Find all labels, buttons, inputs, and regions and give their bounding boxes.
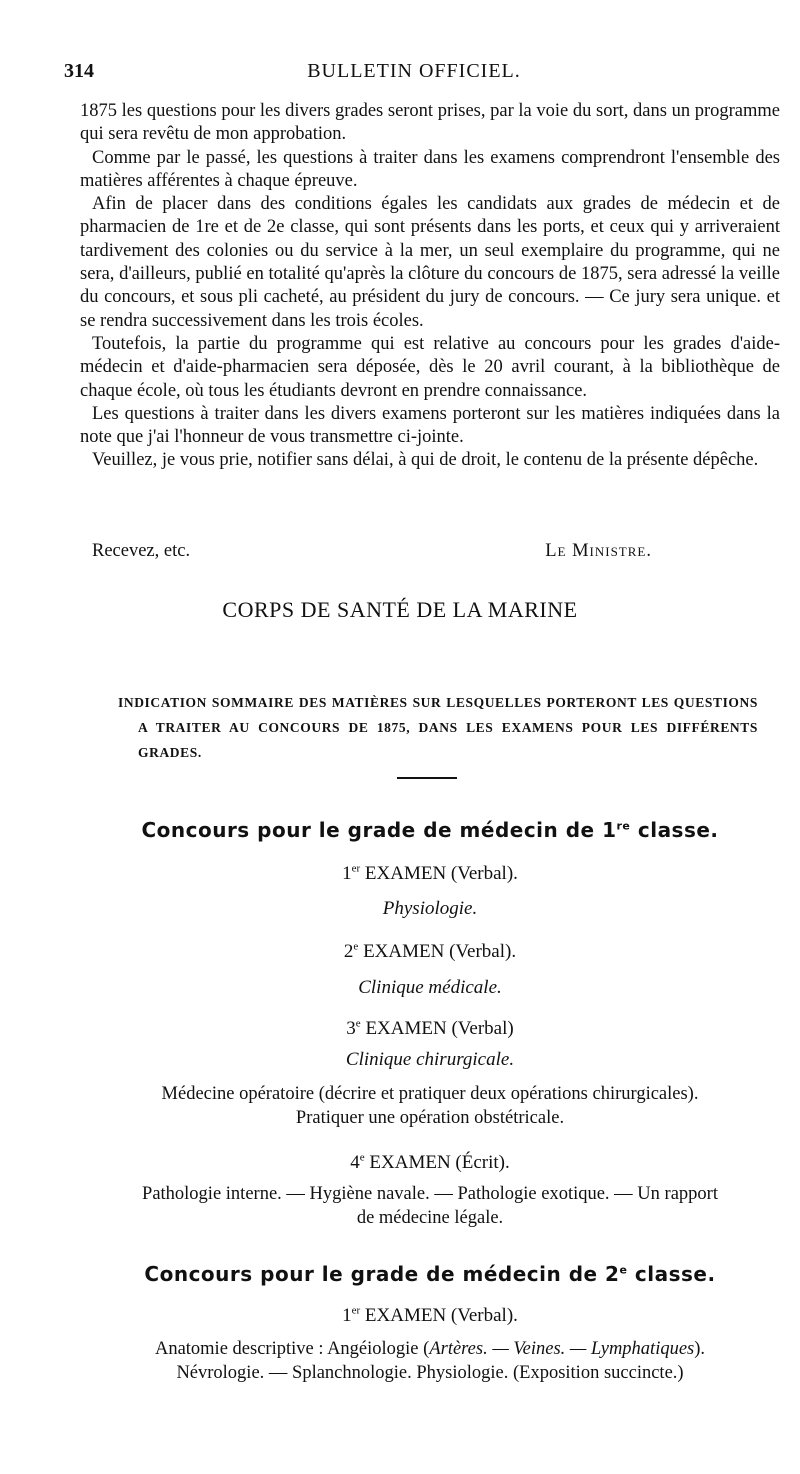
concours-2-exam-1-details	[80, 1338, 780, 1385]
exam-num: 3	[346, 1018, 356, 1039]
exam-4-heading	[0, 1151, 800, 1174]
paragraph: 1875 les questions pour les divers grades seront prises, par la voie du sort, dans un programme qui sera revêtu de mon approbation.	[80, 101, 780, 145]
title-text-end: classe.	[627, 1262, 716, 1286]
concours-2-exam-1-heading	[0, 1304, 800, 1327]
exam-1-subject: Physiologie.	[382, 898, 478, 919]
divider-rule	[397, 777, 457, 779]
title-text: Concours pour le grade de médecin de 2	[144, 1262, 620, 1286]
detail-italic: Artères. — Veines. — Lymphatiques	[429, 1339, 695, 1359]
exam-num: 4	[350, 1152, 360, 1173]
exam-4-details	[80, 1183, 780, 1230]
page-number: 314	[64, 60, 94, 82]
title-sup: re	[616, 819, 631, 833]
body-text	[80, 100, 780, 473]
paragraph: Toutefois, la partie du programme qui est relative au concours pour les grades d'aide-médecin et d'aide-pharmacien sera déposée, dès le 20 avril courant, à la bibliothèque de chaque école, où tous les étudiants devront en prendre connaissance.	[80, 333, 780, 401]
exam-label: EXAMEN (Écrit).	[364, 1152, 510, 1173]
exam-num: 1	[342, 1305, 352, 1326]
paragraph: Veuillez, je vous prie, notifier sans délai, à qui de droit, le contenu de la présente dépêche.	[92, 450, 759, 471]
title-sup: e	[619, 1263, 628, 1277]
closing: Recevez, etc.	[92, 541, 191, 561]
exam-sup: e	[359, 1151, 365, 1164]
detail-line: Névrologie. — Splanchnologie. Physiologie. (Exposition succincte.)	[176, 1362, 684, 1383]
page-header	[64, 60, 764, 94]
detail-line	[80, 1338, 780, 1362]
exam-sup: e	[355, 1017, 361, 1030]
exam-label: EXAMEN (Verbal)	[360, 1018, 514, 1039]
exam-label: EXAMEN (Verbal).	[360, 863, 518, 884]
exam-num: 1	[342, 863, 352, 884]
detail-text: Anatomie descriptive : Angéiologie (	[154, 1339, 430, 1359]
exam-2-subject: Clinique médicale.	[358, 977, 502, 998]
signature: Le Ministre.	[545, 541, 652, 561]
exam-1-heading	[0, 862, 800, 885]
section-title: CORPS DE SANTÉ DE LA MARINE	[222, 597, 578, 622]
paragraph: Comme par le passé, les questions à traiter dans les examens comprendront l'ensemble des matières afférentes à chaque épreuve.	[80, 147, 780, 191]
detail-line: de médecine légale.	[356, 1207, 504, 1228]
running-title: BULLETIN OFFICIEL.	[307, 60, 521, 82]
signoff	[92, 540, 652, 563]
exam-label: EXAMEN (Verbal).	[358, 941, 517, 962]
concours-2-title	[0, 1262, 800, 1286]
concours-1-title	[0, 818, 800, 842]
detail-line: Médecine opératoire (décrire et pratiquer deux opérations chirurgicales).	[161, 1084, 699, 1104]
detail-line: Pratiquer une opération obstétricale.	[295, 1107, 565, 1128]
detail-line: Pathologie interne. — Hygiène navale. — Pathologie exotique. — Un rapport	[142, 1184, 718, 1204]
paragraph: Les questions à traiter dans les divers examens porteront sur les matières indiquées dans la note que j'ai l'honneur de vous transmettre ci-jointe.	[80, 403, 780, 448]
exam-sup: er	[351, 1304, 361, 1317]
paragraph: Afin de placer dans des conditions égales les candidats aux grades de médecin et de pharmacien de 1re et de 2e classe, qui sont présents dans les ports, et ceux qui y arriveraient tardivement des colonies ou du service à la mer, un seul exemplaire du programme, qui ne sera, d'ailleurs, publié en totalité qu'après la clôture du concours de 1875, sera adressé la veille du concours, et sous pli cacheté, au président du jury de concours. — Ce jury sera unique. et se rendra successivement dans les trois écoles.	[80, 194, 780, 331]
exam-3-details	[80, 1083, 780, 1130]
indication-text: INDICATION SOMMAIRE DES MATIÈRES SUR LESQUELLES PORTERONT LES QUESTIONS A TRAITER AU CONCOURS DE 1875, DANS LES EXAMENS POUR LES DIFFÉRENTS GRADES.	[118, 695, 758, 760]
exam-3-heading	[0, 1017, 800, 1040]
exam-sup: e	[353, 940, 359, 953]
title-text: Concours pour le grade de médecin de 1	[141, 818, 617, 842]
exam-2-heading	[0, 940, 800, 963]
exam-label: EXAMEN (Verbal).	[360, 1305, 518, 1326]
indication-heading	[118, 690, 758, 765]
exam-3-subject: Clinique chirurgicale.	[345, 1049, 515, 1070]
title-text-end: classe.	[630, 818, 719, 842]
exam-sup: er	[351, 862, 361, 875]
exam-num: 2	[343, 941, 354, 962]
detail-text-end: ).	[694, 1339, 706, 1359]
